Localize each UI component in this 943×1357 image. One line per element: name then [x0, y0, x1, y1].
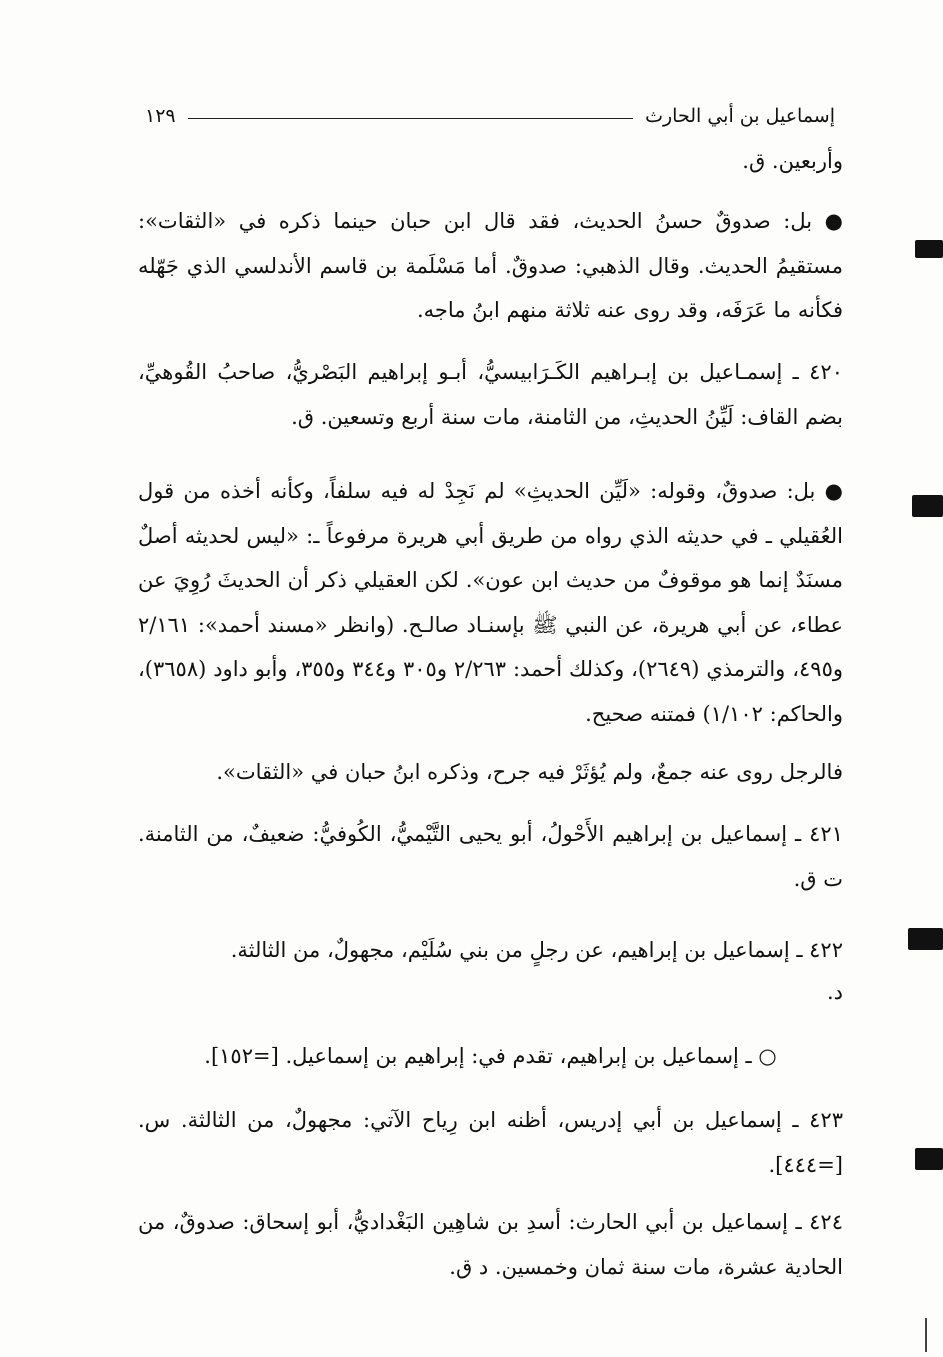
entry-422-symbol: د.: [826, 980, 843, 1004]
margin-marker: [915, 240, 943, 258]
page-number: ١٢٩: [145, 105, 176, 127]
entry-424: ٤٢٤ ـ إسماعيل بن أبي الحارث: أسدِ بن شاهِين البَغْداديُّ، أبو إسحاق: صدوقٌ، من الحادية عشرة، مات سنة ثمان وخمسين. د ق.: [138, 1210, 843, 1279]
header-rule: [188, 118, 633, 119]
paragraph-commentary-3: فالرجل روى عنه جمعٌ، ولم يُؤثَرْ فيه جرح، وذكره ابنُ حبان في «الثقات».: [216, 760, 843, 784]
margin-marker: [915, 1148, 943, 1170]
entry-421: ٤٢١ ـ إسماعيل بن إبراهيم الأَحْولُ، أبو يحيى التَّيْميُّ، الكُوفيُّ: ضعيفٌ، من الثامنة. ت ق.: [138, 822, 843, 891]
entry-422: ٤٢٢ ـ إسماعيل بن إبراهيم، عن رجلٍ من بني سُلَيْم، مجهولٌ، من الثالثة.: [230, 938, 843, 962]
margin-marker: [912, 495, 943, 517]
paragraph-commentary-2: ● بل: صدوقٌ، وقوله: «لَيِّن الحديثِ» لم نَجِدْ له فيه سلفاً، وكأنه أخذه من قول العُقيلي ـ في حديثه الذي رواه من طريق أبي هريرة مرفوعاً ـ: «ليس لحديثه أصلٌ مسنَدٌ إنما هو موقوفٌ من حديث ابن عون». لكن العقيلي ذكر أن الحديثَ رُوِيَ عن عطاء، عن أبي هريرة، عن النبي ﷺ بإسنـاد صالـح. (وانظر «مسند أحمد»: ٢/١٦١ و٤٩٥، والترمذي (٢٦٤٩)، وكذلك أحمد: ٢/٢٦٣ و٣٠٥ و٣٤٤ و٣٥٥، وأبو داود (٣٦٥٨)، والحاكم: ١/١٠٢) فمتنه صحيح.: [138, 479, 844, 726]
running-header: [145, 100, 835, 132]
paragraph-commentary-1: ● بل: صدوقٌ حسنُ الحديث، فقد قال ابن حبان حينما ذكره في «الثقات»: مستقيمُ الحديث. وقال الذهبي: صدوقٌ. أما مَسْلَمة بن قاسم الأندلسي الذي جَهّله فكأنه ما عَرَفَه، وقد روى عنه ثلاثة منهم ابنُ ماجه.: [138, 209, 843, 322]
margin-marker: [908, 928, 943, 950]
cross-reference: ○ ـ إسماعيل بن إبراهيم، تقدم في: إبراهيم بن إسماعيل. [=١٥٢].: [204, 1044, 777, 1068]
paragraph-continuation: وأربعين. ق.: [742, 149, 843, 173]
scan-edge-mark: [925, 1318, 927, 1352]
entry-420: ٤٢٠ ـ إسمـاعيل بن إبـراهيم الكَـرَابيسيُّ، أبـو إبراهيم البَصْريُّ، صاحبُ القُوهيِّ، بضم القاف: لَيِّنُ الحديثِ، من الثامنة، مات سنة أربع وتسعين. ق.: [138, 360, 843, 429]
header-title: إسماعيل بن أبي الحارث: [645, 105, 835, 127]
entry-423: ٤٢٣ ـ إسماعيل بن أبي إدريس، أظنه ابن رِياح الآتي: مجهولٌ، من الثالثة. س. [=٤٤٤].: [138, 1108, 843, 1177]
